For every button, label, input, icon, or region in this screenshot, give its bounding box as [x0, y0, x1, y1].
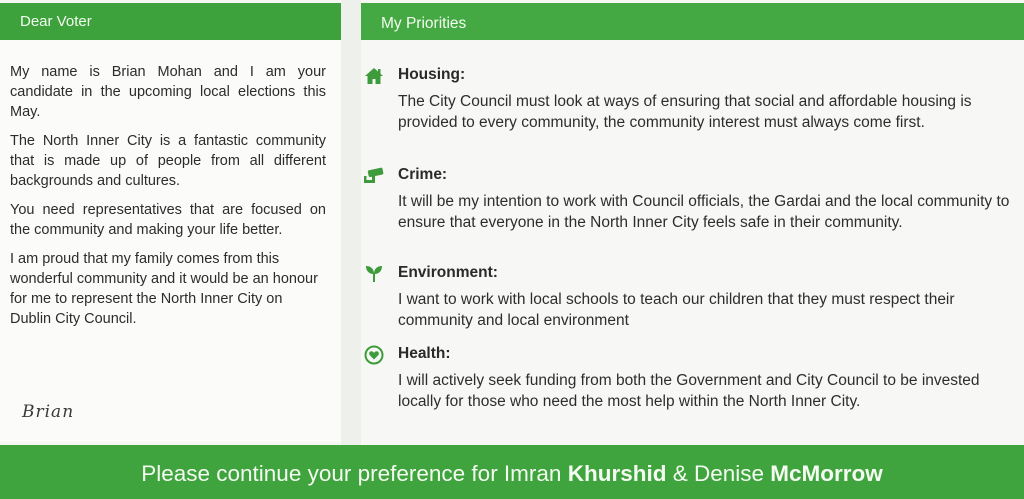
- right-panel-header: [361, 3, 1024, 40]
- heart-icon: [363, 344, 385, 366]
- left-panel-header: [0, 3, 341, 40]
- priority-title: Environment:: [398, 264, 498, 281]
- leaf-icon: [363, 263, 385, 285]
- priorities-panel: [361, 40, 1024, 445]
- letter-paragraph: The North Inner City is a fantastic community that is made up of people from all different backgrounds and cultures.: [10, 133, 326, 189]
- my-priorities-heading: My Priorities: [381, 15, 467, 32]
- footer-text: [0, 461, 1024, 487]
- priority-text: I will actively seek funding from both the Government and City Council to be invested locally for those who need the most help within the North Inner City.: [398, 372, 980, 410]
- letter-text: [10, 62, 326, 338]
- priority-text: It will be my intention to work with Council officials, the Gardai and the local community to ensure that everyone in the North Inner City feels safe in their community.: [398, 193, 1010, 231]
- priority-title: Health:: [398, 345, 451, 362]
- priority-title: Crime:: [398, 166, 448, 183]
- house-icon: [363, 65, 385, 87]
- letter-paragraph: You need representatives that are focused on the community and making your life better.: [10, 202, 326, 238]
- letter-paragraph: My name is Brian Mohan and I am your candidate in the upcoming local elections this May.: [10, 64, 326, 120]
- footer-prefix: Please continue your preference for Imran: [141, 461, 568, 486]
- footer-joiner: & Denise: [666, 461, 771, 486]
- footer-banner: [0, 445, 1024, 499]
- letter-paragraph: I am proud that my family comes from this wonderful community and it would be an honour for me to represent the North Inner City on Dublin City Council.: [10, 251, 318, 327]
- footer-name-mcmorrow: McMorrow: [770, 461, 883, 486]
- panel-divider: [341, 0, 361, 445]
- priority-title: Housing:: [398, 66, 466, 83]
- priority-text: I want to work with local schools to teach our children that they must respect their community and local environment: [398, 291, 955, 329]
- footer-name-khurshid: Khurshid: [567, 461, 667, 486]
- letter-panel: [0, 40, 341, 442]
- cctv-camera-icon: [363, 165, 385, 187]
- signature: Brian: [22, 402, 75, 422]
- priority-text: The City Council must look at ways of ensuring that social and affordable housing is provided to every community, the community interest must always come first.: [398, 93, 972, 131]
- dear-voter-heading: Dear Voter: [20, 13, 92, 30]
